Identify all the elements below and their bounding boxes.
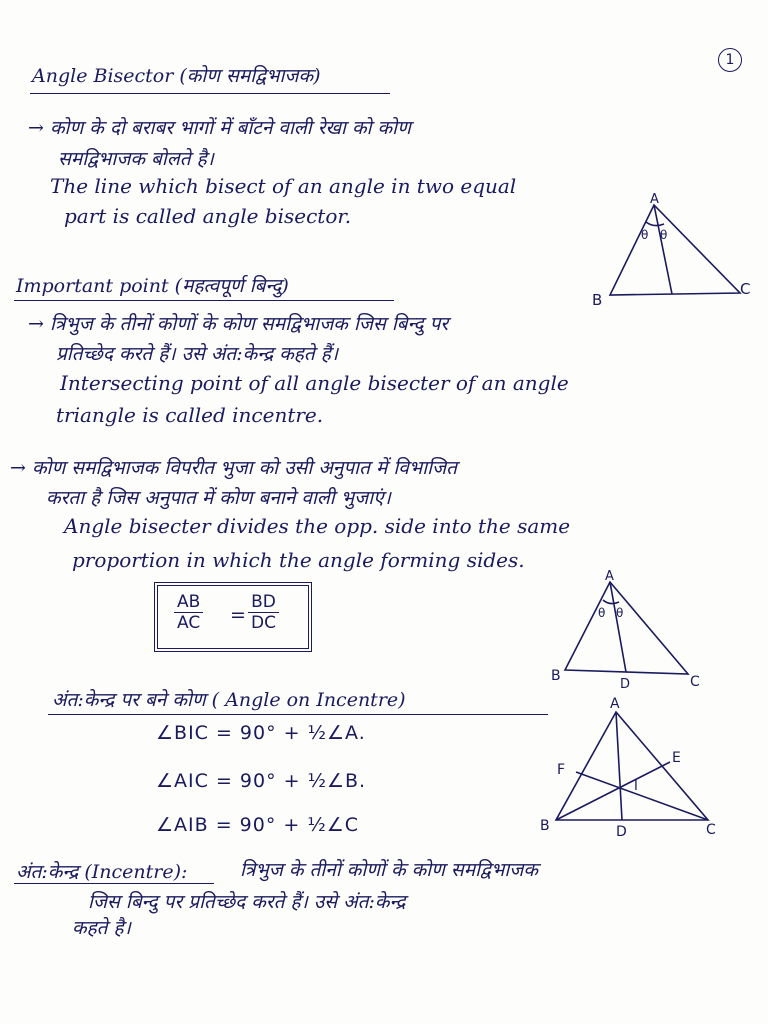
section2-hindi-line2: प्रतिच्छेद करते हैं। उसे अंत:केन्द्र कहते हैं। [56,343,339,365]
theta-right-2: θ [616,606,624,620]
section1-hindi-line2: समद्विभाजक बोलते है। [58,148,214,170]
vertex-c-label-1: C [740,280,751,298]
equation-bic: ∠BIC = 90° + ½∠A. [156,722,366,744]
section3-english-line1: Angle bisecter divides the opp. side into the same [64,514,571,538]
section3-hindi-line2: करता है जिस अनुपात में कोण बनाने वाली भुजाएं। [46,487,391,509]
fraction-ab: AB [174,592,203,613]
section2-title: Important point (महत्वपूर्ण बिन्दु) [16,275,289,297]
bisector-be-3 [556,762,670,820]
equation-aib: ∠AIB = 90° + ½∠C [156,814,360,836]
fraction-bd: BD [248,592,279,613]
vertex-a-label-3: A [610,696,620,712]
vertex-f-label-3: F [557,762,566,778]
fraction-ac: AC [177,613,201,633]
section5-label-underline [14,883,214,884]
incentre-i-label: I [634,779,638,794]
section2-english-line1: Intersecting point of all angle bisecter of an angle [60,371,569,395]
section5-line1: त्रिभुज के तीनों कोणों के कोण समद्विभाजक [240,859,538,881]
section2-hindi-line1: → त्रिभुज के तीनों कोणों के कोण समद्विभाजक जिस बिन्दु पर [28,313,449,335]
triangle-abc-3 [556,712,708,820]
section1-title: Angle Bisector (कोण समद्विभाजक) [32,65,321,87]
section3-hindi-line1: → कोण समद्विभाजक विपरीत भुजा को उसी अनुपात में विभाजित [10,457,457,479]
section4-title: अंत:केन्द्र पर बने कोण ( Angle on Incentre) [52,689,406,711]
page-number: 1 [718,48,742,72]
section3-english-line2: proportion in which the angle forming sides. [72,548,525,572]
vertex-a-label-1: A [650,192,659,207]
section5-label: अंत:केन्द्र (Incentre): [16,861,188,883]
section1-hindi-line1: → कोण के दो बराबर भागों में बाँटने वाली रेखा को कोण [28,117,411,139]
vertex-e-label-3: E [672,750,681,766]
bisector-ad-3 [616,712,622,820]
vertex-b-label-2: B [551,668,561,684]
formula-equals: = [230,604,247,626]
equation-aic: ∠AIC = 90° + ½∠B. [156,770,367,792]
vertex-c-label-3: C [706,822,716,838]
theta-left-2: θ [598,606,606,620]
section5-line3: कहते है। [72,917,131,939]
vertex-b-label-1: B [592,291,603,309]
section1-english-line2: part is called angle bisector. [64,204,352,228]
section1-english-line1: The line which bisect of an angle in two equal [50,174,517,198]
section5-line2: जिस बिन्दु पर प्रतिच्छेद करते हैं। उसे अंत:केन्द्र [88,891,406,913]
vertex-d-label-3: D [616,824,627,840]
vertex-d-label-2: D [620,677,631,692]
vertex-a-label-2: A [605,569,614,584]
theta-left-1: θ [641,228,649,242]
section2-english-line2: triangle is called incentre. [56,403,324,427]
vertex-c-label-2: C [690,674,700,690]
vertex-b-label-3: B [540,818,550,834]
fraction-dc: DC [251,613,276,633]
theta-right-1: θ [660,228,668,242]
